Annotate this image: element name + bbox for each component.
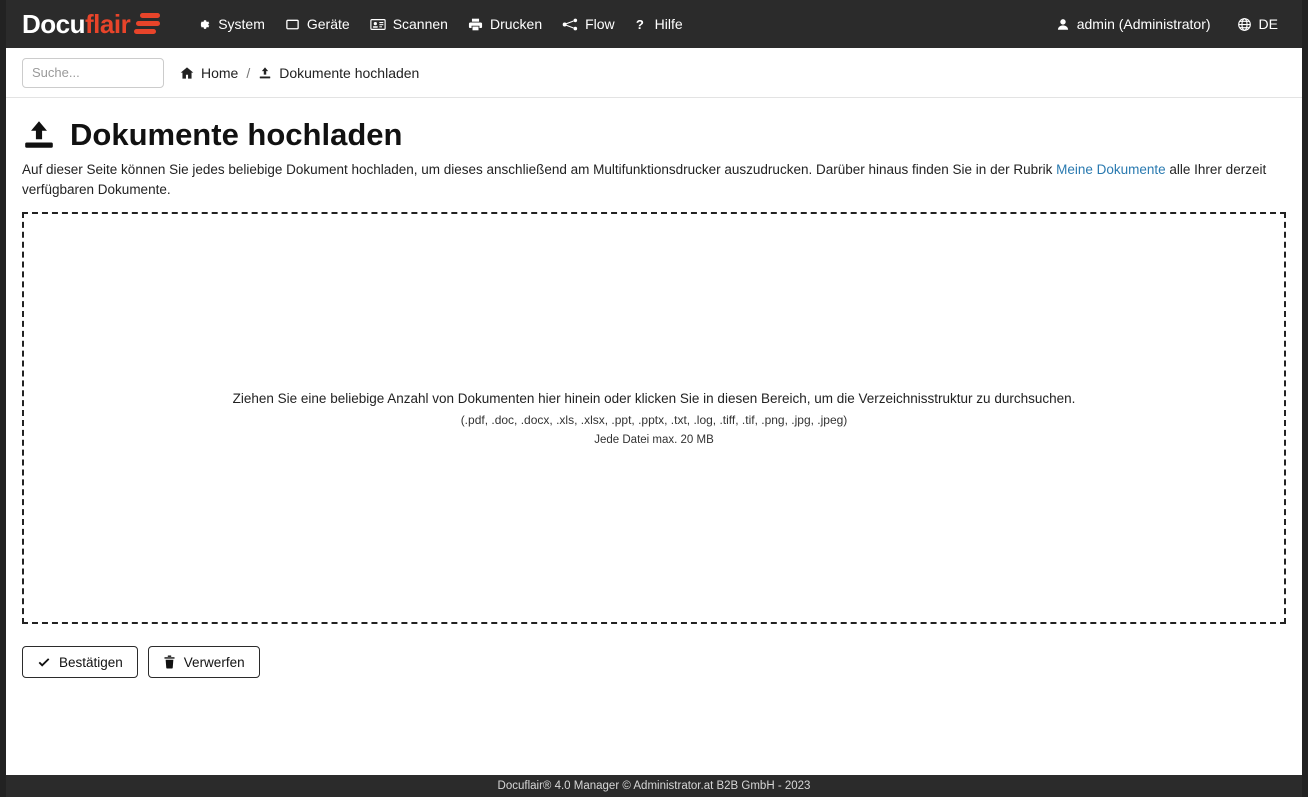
brand-mark-icon — [134, 12, 160, 36]
scanner-icon — [370, 17, 386, 32]
nav-item-hilfe-label: Hilfe — [654, 16, 683, 32]
dropzone-formats: (.pdf, .doc, .docx, .xls, .xlsx, .ppt, .pptx, .txt, .log, .tiff, .tif, .png, .jpg, .jpeg) — [460, 412, 848, 427]
nav-item-geraete[interactable] — [275, 10, 360, 38]
breadcrumb — [180, 65, 419, 81]
nav-item-flow-label: Flow — [585, 16, 615, 32]
user-name-label: admin (Administrator) — [1076, 16, 1211, 32]
check-icon — [37, 655, 51, 669]
brand-name-part2: flair — [85, 9, 131, 39]
user-icon — [1056, 17, 1070, 32]
language-label: DE — [1258, 16, 1278, 32]
footer-text: Docuflair® 4.0 Manager © Administrator.at B2B GmbH - 2023 — [497, 780, 811, 792]
page-intro-text-after: alle Ihrer derzeit verfügbaren Dokumente. — [22, 162, 1267, 197]
nav-item-drucken-label: Drucken — [489, 16, 543, 32]
confirm-button-label: Bestätigen — [59, 654, 123, 670]
nav-right-group — [1046, 10, 1288, 38]
upload-icon — [258, 66, 272, 80]
page-intro-text-before: Auf dieser Seite können Sie jedes beliebige Dokument hochladen, um dieses anschließend am Multifunktionsdrucker auszudrucken. Darüber hinaus finden Sie in der Rubrik — [22, 162, 1057, 178]
brand-logo[interactable] — [22, 11, 160, 37]
page-intro — [22, 160, 1284, 199]
gear-icon — [196, 17, 211, 32]
breadcrumb-current[interactable] — [258, 65, 419, 81]
meine-dokumente-link[interactable]: Meine Dokumente — [1056, 162, 1166, 178]
printer-icon — [468, 17, 483, 32]
discard-button[interactable] — [148, 646, 260, 678]
question-icon — [635, 17, 648, 32]
breadcrumb-home-label: Home — [201, 64, 239, 81]
nav-item-system-label: System — [218, 16, 265, 32]
nav-item-geraete-label: Geräte — [306, 16, 350, 32]
discard-button-label: Verwerfen — [183, 654, 245, 670]
confirm-button[interactable] — [22, 646, 138, 678]
trash-icon — [163, 655, 176, 669]
action-buttons — [22, 646, 1286, 678]
file-dropzone[interactable] — [22, 212, 1286, 624]
footer-bar — [6, 775, 1302, 797]
search-input[interactable] — [22, 58, 164, 88]
top-navigation-bar — [6, 0, 1302, 48]
primary-nav — [186, 10, 693, 38]
nav-item-scannen[interactable] — [360, 10, 458, 38]
language-selector[interactable] — [1227, 10, 1288, 38]
globe-icon — [1237, 17, 1252, 32]
page-upload-icon — [22, 118, 56, 152]
main-content — [6, 98, 1302, 678]
breadcrumb-separator: / — [246, 64, 251, 81]
device-icon — [285, 17, 300, 32]
nav-item-hilfe[interactable] — [625, 10, 693, 38]
flow-icon — [562, 17, 578, 32]
nav-item-flow[interactable] — [552, 10, 625, 38]
nav-item-scannen-label: Scannen — [392, 16, 448, 32]
nav-item-system[interactable] — [186, 10, 275, 38]
breadcrumb-current-label: Dokumente hochladen — [279, 64, 420, 81]
user-menu[interactable] — [1046, 10, 1221, 38]
dropzone-size-limit: Jede Datei max. 20 MB — [594, 433, 714, 446]
dropzone-instruction: Ziehen Sie eine beliebige Anzahl von Dokumenten hier hinein oder klicken Sie in diesen Bereich, um die Verzeichnisstruktur zu durchsuchen. — [232, 390, 1076, 406]
nav-item-drucken[interactable] — [458, 10, 552, 38]
brand-name-part1: Docu — [22, 9, 85, 39]
breadcrumb-home[interactable] — [180, 65, 238, 81]
page-header — [22, 118, 1286, 152]
breadcrumb-bar — [6, 48, 1302, 98]
svg-text:?: ? — [635, 16, 644, 32]
home-icon — [180, 66, 194, 80]
page-title: Dokumente hochladen — [70, 117, 403, 152]
